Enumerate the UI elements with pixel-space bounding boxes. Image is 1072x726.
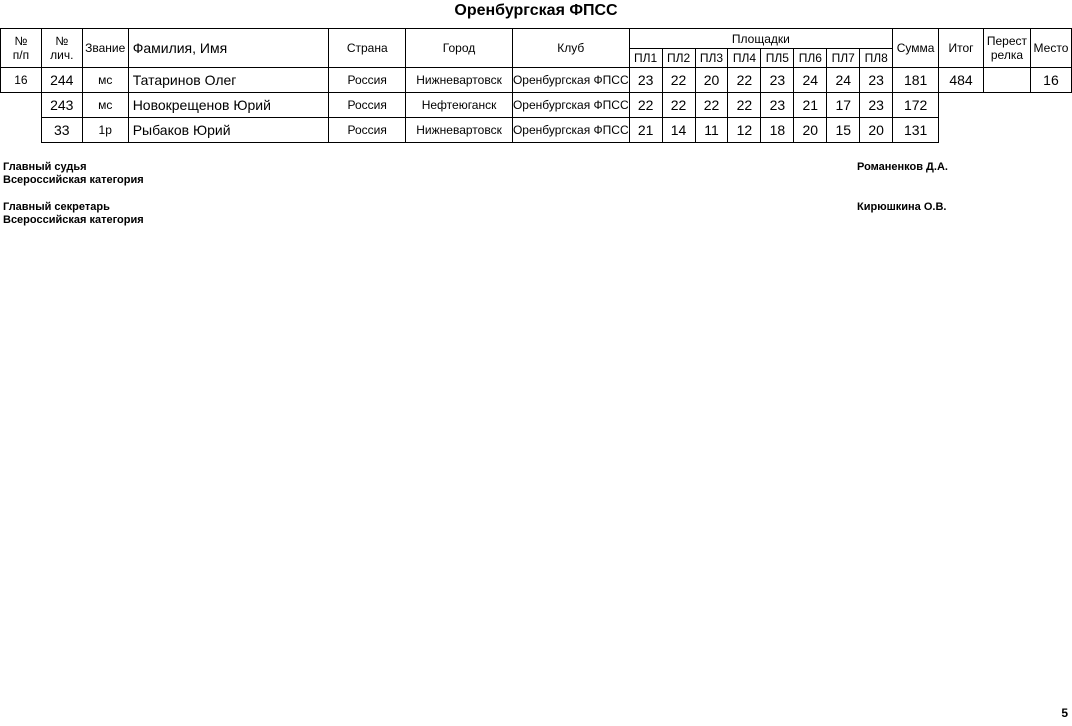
- score-sum: 181: [893, 68, 939, 93]
- score-site-3: 11: [695, 118, 728, 143]
- score-site-6: 20: [794, 118, 827, 143]
- score-site-3: 20: [695, 68, 728, 93]
- club: Оренбургская ФПСС: [512, 68, 629, 93]
- score-site-8: 23: [860, 93, 893, 118]
- score-site-1: 23: [629, 68, 662, 93]
- team-total: 484: [939, 68, 984, 93]
- rank: мс: [82, 68, 128, 93]
- athlete-name: Татаринов Олег: [128, 68, 329, 93]
- header-site-8: ПЛ8: [860, 49, 893, 68]
- club: Оренбургская ФПСС: [512, 118, 629, 143]
- score-site-3: 22: [695, 93, 728, 118]
- header-country: Страна: [329, 29, 406, 68]
- chief-judge-name: Романенков Д.А.: [857, 161, 948, 173]
- score-site-7: 24: [827, 68, 860, 93]
- score-site-5: 18: [761, 118, 794, 143]
- chief-judge-block: [3, 161, 144, 187]
- header-city: Город: [406, 29, 513, 68]
- header-site-7: ПЛ7: [827, 49, 860, 68]
- document-title: Оренбургская ФПСС: [454, 2, 618, 19]
- score-site-7: 15: [827, 118, 860, 143]
- table-row: [1, 68, 1072, 93]
- score-site-6: 21: [794, 93, 827, 118]
- chief-judge-category: Всероссийская категория: [3, 174, 144, 186]
- score-site-2: 22: [662, 68, 695, 93]
- license-number: 243: [41, 93, 82, 118]
- chief-secretary-title: Главный секретарь: [3, 201, 110, 213]
- score-site-8: 23: [860, 68, 893, 93]
- country: Россия: [329, 68, 406, 93]
- athlete-name: Рыбаков Юрий: [128, 118, 329, 143]
- athlete-name: Новокрещенов Юрий: [128, 93, 329, 118]
- shootoff: [983, 68, 1030, 93]
- club: Оренбургская ФПСС: [512, 93, 629, 118]
- header-total: Итог: [939, 29, 984, 68]
- header-site-5: ПЛ5: [761, 49, 794, 68]
- team-place: 16: [1030, 68, 1071, 93]
- score-sum: 131: [893, 118, 939, 143]
- header-place: Место: [1030, 29, 1071, 68]
- score-site-1: 22: [629, 93, 662, 118]
- score-site-5: 23: [761, 93, 794, 118]
- header-row-1: [1, 29, 1072, 49]
- license-number: 33: [41, 118, 82, 143]
- header-shootoff: Перест релка: [983, 29, 1030, 68]
- header-num-lic: № лич.: [41, 29, 82, 68]
- city: Нефтеюганск: [406, 93, 513, 118]
- header-site-6: ПЛ6: [794, 49, 827, 68]
- header-site-1: ПЛ1: [629, 49, 662, 68]
- header-club: Клуб: [512, 29, 629, 68]
- score-site-4: 22: [728, 93, 761, 118]
- results-table: [0, 28, 1072, 143]
- chief-secretary-name: Кирюшкина О.В.: [857, 201, 947, 213]
- header-num-pp: № п/п: [1, 29, 42, 68]
- score-site-2: 22: [662, 93, 695, 118]
- score-site-2: 14: [662, 118, 695, 143]
- team-number: 16: [1, 68, 42, 93]
- license-number: 244: [41, 68, 82, 93]
- country: Россия: [329, 118, 406, 143]
- city: Нижневартовск: [406, 118, 513, 143]
- header-rank: Звание: [82, 29, 128, 68]
- header-site-4: ПЛ4: [728, 49, 761, 68]
- score-site-5: 23: [761, 68, 794, 93]
- table-row: [1, 93, 1072, 118]
- chief-secretary-category: Всероссийская категория: [3, 214, 144, 226]
- score-site-7: 17: [827, 93, 860, 118]
- country: Россия: [329, 93, 406, 118]
- chief-secretary-block: [3, 201, 144, 227]
- score-site-1: 21: [629, 118, 662, 143]
- score-site-8: 20: [860, 118, 893, 143]
- header-sites: Площадки: [629, 29, 893, 49]
- header-name: Фамилия, Имя: [128, 29, 329, 68]
- header-site-2: ПЛ2: [662, 49, 695, 68]
- rank: мс: [82, 93, 128, 118]
- page-number: 5: [1061, 706, 1068, 720]
- rank: 1р: [82, 118, 128, 143]
- score-site-4: 22: [728, 68, 761, 93]
- header-site-3: ПЛ3: [695, 49, 728, 68]
- score-site-6: 24: [794, 68, 827, 93]
- header-sum: Сумма: [893, 29, 939, 68]
- score-site-4: 12: [728, 118, 761, 143]
- chief-judge-title: Главный судья: [3, 161, 87, 173]
- city: Нижневартовск: [406, 68, 513, 93]
- table-row: [1, 118, 1072, 143]
- score-sum: 172: [893, 93, 939, 118]
